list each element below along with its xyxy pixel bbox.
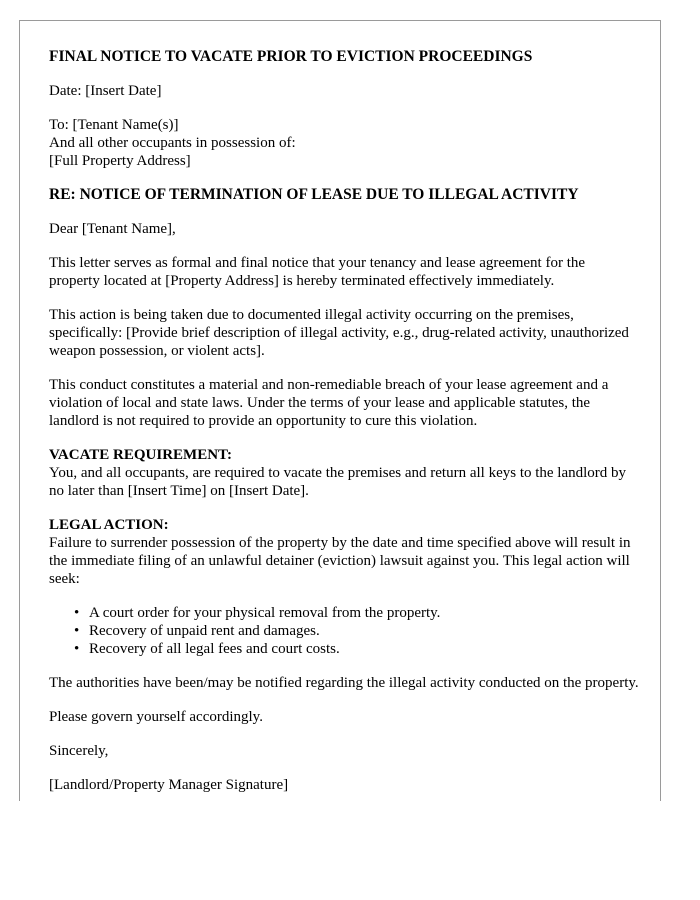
list-item-text: Recovery of all legal fees and court costs. (89, 641, 340, 657)
recipient-line-3: [Full Property Address] (49, 153, 191, 169)
signature-line: [Landlord/Property Manager Signature] (49, 777, 289, 793)
letter-page (19, 20, 661, 801)
paragraph-authorities: The authorities have been/may be notified regarding the illegal activity conducted on the property. (49, 675, 639, 691)
recipient-line-2: And all other occupants in possession of: (49, 135, 296, 151)
salutation: Dear [Tenant Name], (49, 221, 176, 237)
paragraph-reason: This action is being taken due to documented illegal activity occurring on the premises, specifically: [Provide brief description of illegal activity, e.g., drug-related activity, unauthorized weapon possession, or violent acts]. (49, 307, 629, 359)
legal-title: LEGAL ACTION: (49, 517, 169, 533)
bullet-icon: • (74, 605, 80, 621)
letter-content (49, 48, 639, 794)
recipient-block (49, 116, 639, 170)
legal-remedies-list (49, 604, 639, 658)
vacate-body: You, and all occupants, are required to vacate the premises and return all keys to the landlord by no later than [Insert Time] on [Insert Date]. (49, 465, 627, 499)
vacate-section (49, 446, 639, 500)
re-heading: RE: NOTICE OF TERMINATION OF LEASE DUE TO ILLEGAL ACTIVITY (49, 186, 579, 203)
letter-title: FINAL NOTICE TO VACATE PRIOR TO EVICTION PROCEEDINGS (49, 48, 533, 65)
list-item (74, 604, 639, 622)
paragraph-termination: This letter serves as formal and final notice that your tenancy and lease agreement for the property located at [Property Address] is hereby terminated effectively immediately. (49, 255, 586, 289)
list-item-text: Recovery of unpaid rent and damages. (89, 623, 320, 639)
bullet-icon: • (74, 623, 80, 639)
bullet-icon: • (74, 641, 80, 657)
date-line: Date: [Insert Date] (49, 83, 162, 99)
legal-section (49, 516, 639, 658)
paragraph-breach: This conduct constitutes a material and non-remediable breach of your lease agreement and a violation of local and state laws. Under the terms of your lease and applicable statutes, the landlord is not required to provide an opportunity to cure this violation. (49, 377, 609, 429)
vacate-title: VACATE REQUIREMENT: (49, 447, 232, 463)
legal-body: Failure to surrender possession of the property by the date and time specified above will result in the immediate filing of an unlawful detainer (eviction) lawsuit against you. This legal action will seek: (49, 535, 631, 587)
paragraph-govern: Please govern yourself accordingly. (49, 709, 263, 725)
closing: Sincerely, (49, 743, 109, 759)
recipient-line-1: To: [Tenant Name(s)] (49, 117, 179, 133)
list-item (74, 640, 639, 658)
list-item (74, 622, 639, 640)
list-item-text: A court order for your physical removal from the property. (89, 605, 441, 621)
